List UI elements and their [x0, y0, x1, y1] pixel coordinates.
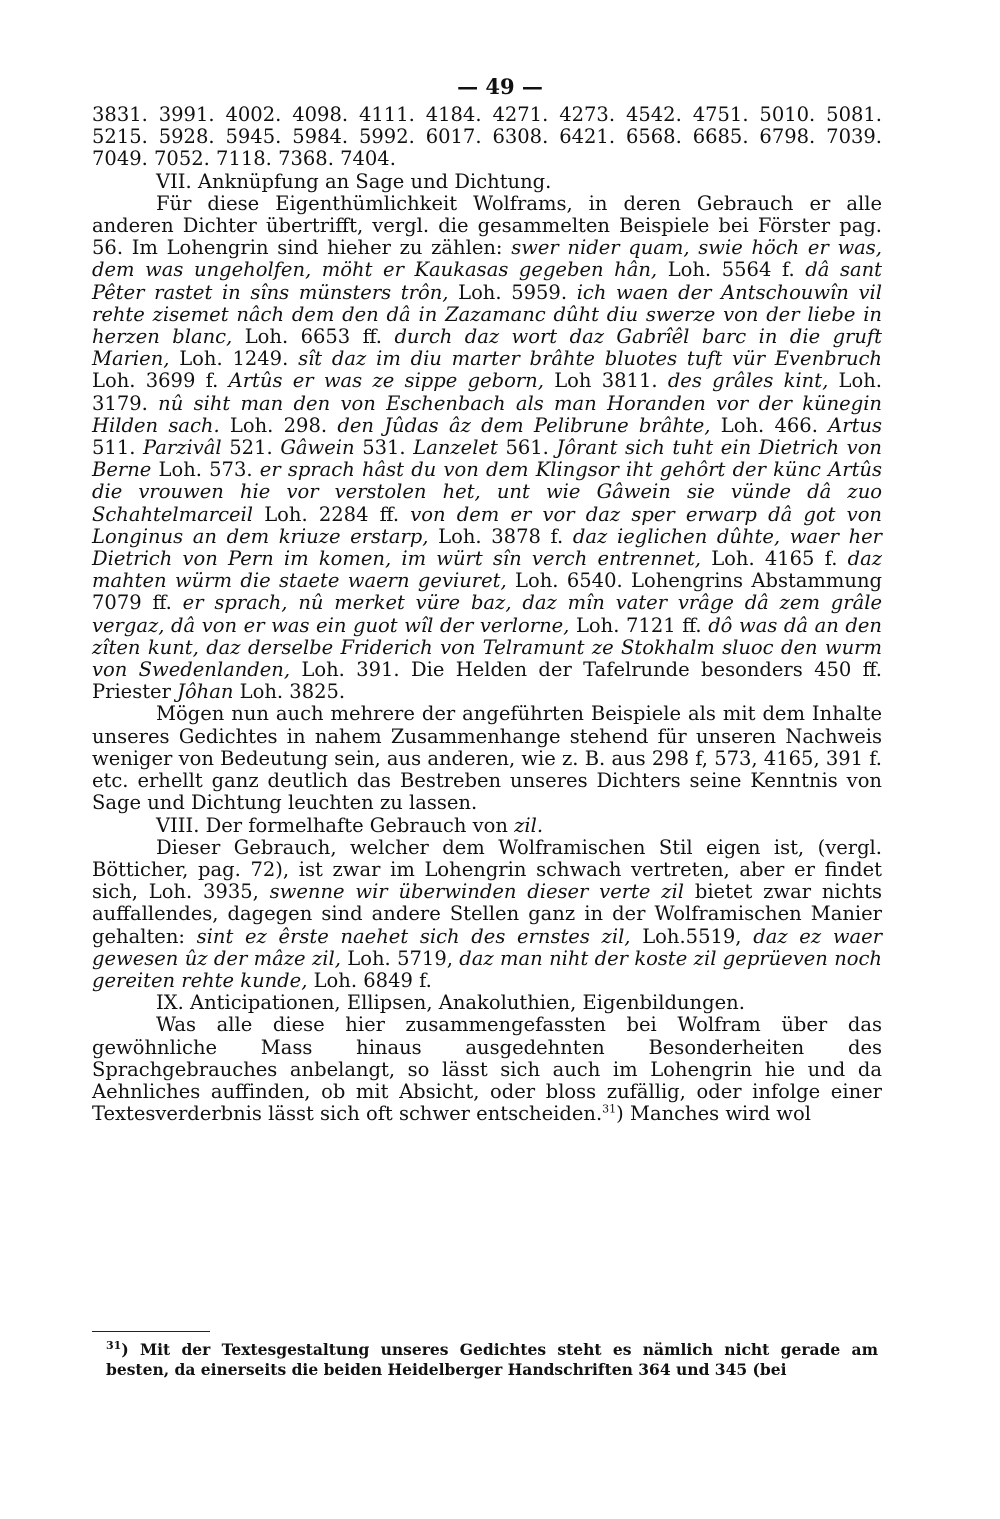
paragraph: IX. Anticipationen, Ellipsen, Anakoluthien, Eigenbildungen. — [156, 991, 745, 1015]
footnote-text: ) Mit der Textesgestaltung unseres Gedichtes steht es nämlich nicht gerade am besten, da einerseits die beiden Heidelberger Handschriften 364 und 345 (bei — [106, 1340, 878, 1379]
paragraph: VII. Anknüpfung an Sage und Dichtung. — [156, 169, 552, 193]
paragraph: Mögen nun auch mehrere der angeführten Beispiele als mit dem Inhalte unseres Gedichtes in nahem Zusammenhange stehend für unseren Nachweis weniger von Bedeutung sein, aus anderen, wie z. B. aus 298 f, 573, 4165, 391 f. etc. erhellt ganz deutlich das Bestreben unseres Dichters seine Kenntnis von Sage und Dichtung leuchten zu lassen. — [92, 702, 882, 815]
paragraph: VIII. Der formelhafte Gebrauch von zil. — [156, 813, 544, 837]
footnote-marker: 31 — [106, 1338, 122, 1352]
paragraph: Was alle diese hier zusammengefassten bei Wolfram über das gewöhnliche Mass hinaus ausgedehnten Besonderheiten des Sprachgebrauches anbelangt, so lässt sich auch im Lohengrin hie und da Aehnliches auffinden, ob mit Absicht, oder bloss zufällig, oder infolge einer Textesverderbnis lässt sich oft schwer entscheiden.$^{31}$) Manches wird wol — [92, 1013, 882, 1126]
footnote-rule — [92, 1331, 210, 1332]
footnote — [106, 1340, 878, 1380]
page-number: — 49 — — [457, 74, 543, 99]
paragraph: Dieser Gebrauch, welcher dem Wolframischen Stil eigen ist, (vergl. Bötticher, pag. 72), ist zwar im Lohengrin schwach vertreten, aber er findet sich, Loh. 3935, swenne wir überwinden dieser verte zil bietet zwar nichts auffallendes, dagegen sind andere Stellen ganz in der Wolframischen Manier gehalten: sint ez êrste naehet sich des ernstes zil, Loh.5519, daz ez waer gewesen ûz der mâze zil, Loh. 5719, daz man niht der koste zil geprüeven noch gereiten rehte kunde, Loh. 6849 f. — [92, 835, 883, 992]
paragraph: Für diese Eigenthümlichkeit Wolframs, in deren Gebrauch er alle anderen Dichter übertrifft, vergl. die gesammelten Beispiele bei Förster pag. 56. Im Lohengrin sind hieher zu zählen: swer nider quam, swie höch er was, dem was ungeholfen, möht er Kaukasas gegeben hân, Loh. 5564 f. dâ sant Pêter rastet in sîns münsters trôn, Loh. 5959. ich waen der Antschouwîn vil rehte zisemet nâch dem den dâ in Zazamanc dûht diu swerze von der liebe in herzen blanc, Loh. 6653 ff. durch daz wort daz Gabrîêl barc in die gruft Marien, Loh. 1249. sît daz im diu marter brâhte bluotes tuft vür Evenbruch Loh. 3699 f. Artûs er was ze sippe geborn, Loh 3811. des grâles kint, Loh. 3179. nû siht man den von Eschenbach als man Horanden vor der künegin Hilden sach. Loh. 298. den Jûdas âz dem Pelibrune brâhte, Loh. 466. Artus 511. Parzivâl 521. Gâwein 531. Lanzelet 561. Jôrant sich tuht ein Dietrich von Berne Loh. 573. er sprach hâst du von dem Klingsor iht gehôrt der künc Artûs die vrouwen hie vor verstolen het, unt wie Gâwein sie vünde dâ zuo Schahtelmarceil Loh. 2284 ff. von dem er vor daz sper erwarp dâ got von Longinus an dem kriuze erstarp, Loh. 3878 f. daz ieglichen dûhte, waer her Dietrich von Pern im komen, im würt sîn verch entrennet, Loh. 4165 f. daz mahten würm die staete waern geviuret, Loh. 6540. Lohengrins Abstammung 7079 ff. er sprach, nû merket vüre baz, daz mîn vater vrâge dâ zem grâle vergaz, dâ von er was ein guot wîl der verlorne, Loh. 7121 ff. dô was dâ an den zîten kunt, daz derselbe Friderich von Telramunt ze Stokhalm sluoc den wurm von Swedenlanden, Loh. 391. Die Helden der Tafelrunde besonders 450 ff. Priester Jôhan Loh. 3825. — [92, 191, 883, 704]
main-text — [92, 104, 882, 1125]
paragraph: 3831. 3991. 4002. 4098. 4111. 4184. 4271. 4273. 4542. 4751. 5010. 5081. 5215. 5928. 5945. 5984. 5992. 6017. 6308. 6421. 6568. 6685. 6798. 7039. 7049. 7052. 7118. 7368. 7404. — [92, 103, 882, 171]
